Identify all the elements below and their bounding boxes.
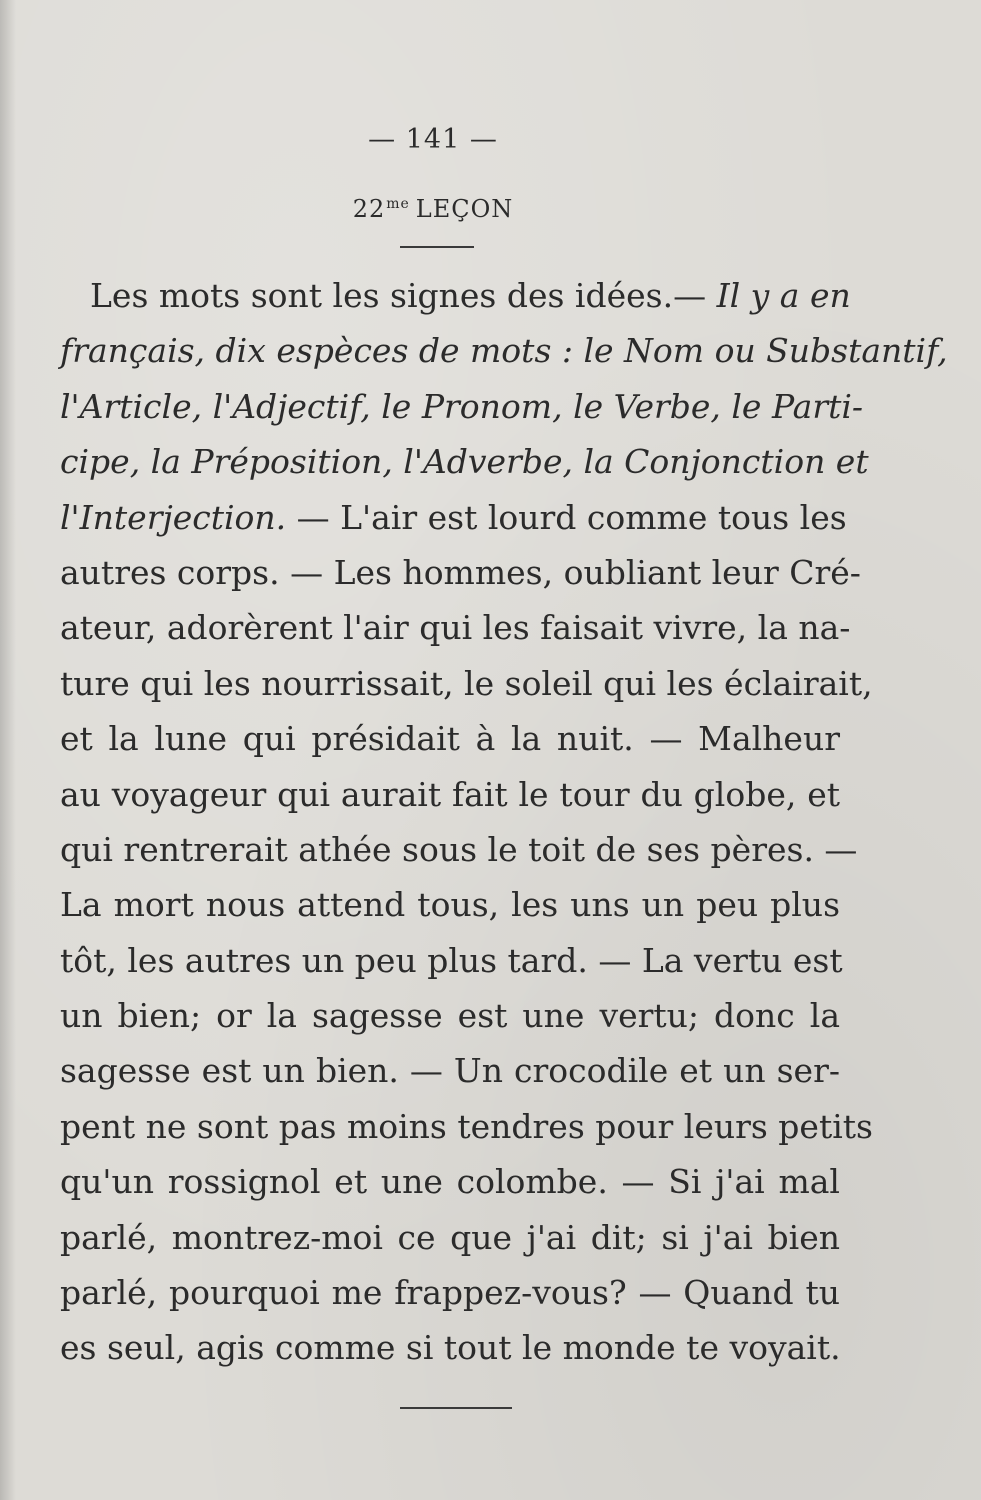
text-line [60, 1320, 840, 1375]
text-line [60, 1099, 873, 1154]
text-line-roman: La mort nous attend tous, les uns un peu plus [60, 885, 840, 925]
lesson-text [60, 268, 948, 1376]
text-line [60, 988, 840, 1043]
text-line [60, 545, 861, 600]
page-number: — 141 — [368, 124, 498, 155]
text-line-roman: au voyageur qui aurait fait le tour du globe, et [60, 774, 840, 814]
text-line [60, 268, 851, 323]
text-line-roman: un bien; or la sagesse est une vertu; donc la [60, 996, 840, 1036]
text-line [60, 767, 840, 822]
text-line-roman: es seul, agis comme si tout le monde te voyait. [60, 1328, 841, 1368]
text-line-roman: autres corps. — Les hommes, oubliant leur Cré- [60, 552, 861, 592]
text-line-roman: parlé, montrez-moi ce que j'ai dit; si j'ai bien [60, 1217, 840, 1257]
heading-divider [400, 246, 474, 248]
lesson-heading [0, 195, 866, 223]
text-line-italic: l'Interjection. [60, 497, 287, 537]
text-line [60, 1043, 840, 1098]
text-line [60, 490, 847, 545]
text-line-roman: ateur, adorèrent l'air qui les faisait vivre, la na- [60, 608, 851, 648]
lesson-word: LEÇON [415, 195, 514, 223]
text-line [60, 711, 840, 766]
text-line [60, 379, 864, 434]
text-line [60, 1265, 840, 1320]
text-line [60, 434, 869, 489]
text-line-roman: qui rentrerait athée sous le toit de ses pères. — [60, 829, 858, 869]
text-line [60, 877, 840, 932]
text-line-roman: pent ne sont pas moins tendres pour leurs petits [60, 1106, 873, 1146]
text-line-roman: sagesse est un bien. — Un crocodile et un ser- [60, 1051, 840, 1091]
lesson-ordinal-suffix: me [386, 196, 410, 212]
text-line-roman: parlé, pourquoi me frappez-vous? — Quand tu [60, 1273, 840, 1313]
text-line [60, 822, 858, 877]
end-divider [400, 1407, 512, 1409]
text-line [60, 656, 873, 711]
text-line-roman: — L'air est lourd comme tous les [286, 497, 847, 537]
text-line-italic: Il y a en [716, 276, 851, 315]
text-line-roman: et la lune qui présidait à la nuit. — Malheur [60, 719, 840, 759]
text-line-roman: tôt, les autres un peu plus tard. — La vertu est [60, 940, 843, 980]
text-line-italic: cipe, la Préposition, l'Adverbe, la Conjonction et [60, 442, 869, 482]
text-line-italic: français, dix espèces de mots : le Nom ou Substantif, [60, 331, 948, 371]
text-line [60, 1154, 840, 1209]
page-gutter-shadow [0, 0, 16, 1500]
text-line-roman: Les mots sont les signes des idées.— [90, 276, 717, 315]
text-line-roman: qu'un rossignol et une colombe. — Si j'ai mal [60, 1162, 840, 1202]
lesson-number: 22 [352, 195, 386, 223]
text-line [60, 933, 843, 988]
text-line-roman: ture qui les nourrissait, le soleil qui les éclairait, [60, 663, 873, 703]
text-line-italic: l'Article, l'Adjectif, le Pronom, le Verbe, le Parti- [60, 386, 864, 426]
text-line [60, 600, 851, 655]
text-line [60, 323, 948, 378]
text-line [60, 1210, 840, 1265]
